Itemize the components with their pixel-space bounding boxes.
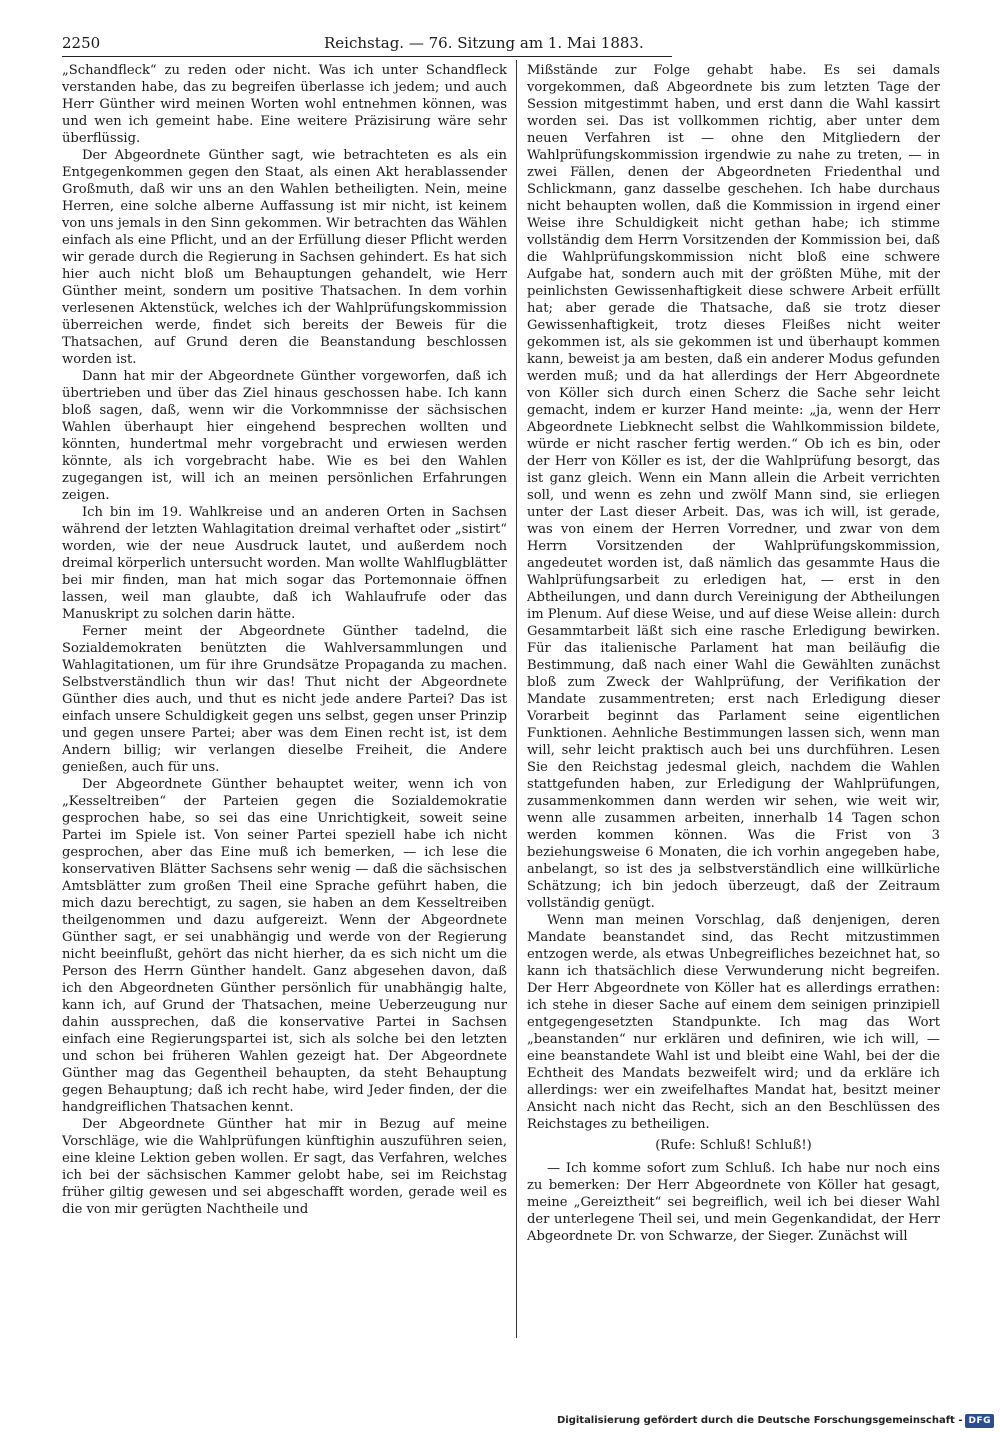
paragraph: Ich bin im 19. Wahlkreise und an anderen Orten in Sachsen während der letzten Wahlagitation dreimal verhaftet oder „sistirt“ worden, wie der neue Ausdruck lautet, und außerdem noch dreimal körperlich untersucht worden. Man wollte Wahlflugblätter bei mir finden, man hat mich sogar das Portemonnaie öffnen lassen, weil man glaubte, daß ich Wahlaufrufe oder das Manuskript zu solchen darin hätte. <box>62 505 507 622</box>
paragraph: Wenn man meinen Vorschlag, daß denjenigen, deren Mandate beanstandet sind, das Recht mitzustimmen entzogen werde, als etwas Unbegreifliches bezeichnet hat, so kann ich thatsächlich diese Verwunderung nicht begreifen. Der Herr Abgeordnete von Köller hat es allerdings errathen: ich stehe in dieser Sache auf einem dem seinigen prinzipiell entgegengesetzten Standpunkte. Ich mag das Wort „beanstanden“ nur erklären und definiren, wie ich will, — eine beanstandete Wahl ist und bleibt eine Wahl, bei der die Echtheit des Mandats bezweifelt wird; und da erkläre ich allerdings: wer ein zweifelhaftes Mandat hat, besitzt meiner Ansicht nach nicht das Recht, sich an den Beschlüssen des Reichstages zu betheiligen. <box>527 913 940 1132</box>
page-number: 2250 <box>62 34 101 52</box>
running-head: Reichstag. — 76. Sitzung am 1. Mai 1883. <box>324 34 644 52</box>
digitization-credit <box>557 1414 994 1428</box>
right-column <box>527 62 940 1342</box>
header-rule <box>62 56 672 57</box>
credit-text: Digitalisierung gefördert durch die Deutsche Forschungsgemeinschaft - <box>556 1415 963 1426</box>
interjection: (Rufe: Schluß! Schluß!) <box>655 1138 812 1153</box>
dfg-logo: DFG <box>965 1414 994 1428</box>
paragraph: — Ich komme sofort zum Schluß. Ich habe nur noch eins zu bemerken: Der Herr Abgeordnete von Köller hat gesagt, meine „Gereiztheit“ sei begreiflich, weil ich bei dieser Wahl der unterlegene Theil sei, und mein Gegenkandidat, der Herr Abgeordnete Dr. von Schwarze, der Sieger. Zunächst will <box>527 1161 940 1244</box>
paragraph: Mißstände zur Folge gehabt habe. Es sei damals vorgekommen, daß Abgeordnete bis zum letzten Tage der Session mitgestimmt haben, und erst dann die Wahl kassirt worden sei. Das ist vollkommen richtig, aber unter dem neuen Verfahren ist — ohne den Mitgliedern der Wahlprüfungskommission irgendwie zu nahe zu treten, — in zwei Fällen, denen der Abgeordneten Friedenthal und Schlickmann, ganz dasselbe geschehen. Ich habe durchaus nicht behaupten wollen, daß die Kommission in irgend einer Weise ihre Schuldigkeit nicht gethan habe; ich stimme vollständig dem Herrn Vorsitzenden der Kommission bei, daß die Wahlprüfungskommission nicht bloß eine schwere Aufgabe hat, sondern auch mit der größten Mühe, mit der peinlichsten Gewissenhaftigkeit diese schwere Arbeit erfüllt hat; aber gerade die Thatsache, daß sie trotz dieser Gewissenhaftigkeit, trotz dieses Fleißes nicht weiter gekommen ist, als sie gekommen ist und überhaupt kommen kann, beweist ja am besten, daß ein anderer Modus gefunden werden muß; und da hat allerdings der Herr Abgeordnete von Köller sich durch einen Scherz die Sache sehr leicht gemacht, indem er kurzer Hand meinte: „ja, wenn der Herr Abgeordnete Liebknecht selbst die Wahlkommission bildete, würde er nicht rascher fertig werden.“ Ob ich es bin, oder der Herr von Köller es ist, der die Wahlprüfung besorgt, das ist ganz gleich. Wenn ein Mann allein die Arbeit verrichten soll, und wenn es zehn und zwölf Mann sind, sie erliegen unter der Last dieser Arbeit. Das, was ich will, ist gerade, was von einem der Herren Vorredner, und zwar von dem Herrn Vorsitzenden der Wahlprüfungskommission, angedeutet worden ist, daß nämlich das gesammte Haus die Wahlprüfungsarbeit zu erledigen hat, — erst in den Abtheilungen, und dann durch Vereinigung der Abtheilungen im Plenum. Auf diese Weise, und auf diese Weise allein: durch Gesammtarbeit läßt sich eine rasche Erledigung bewirken. Für das italienische Parlament hat man beiläufig die Bestimmung, daß nach einer Wahl die Gewählten zunächst bloß zum Zweck der Wahlprüfung, der Verifikation der Mandate zusammentreten; erst nach Erledigung dieser Vorarbeit beginnt das Parlament seine eigentlichen Funktionen. Aehnliche Bestimmungen lassen sich, wenn man will, sehr leicht praktisch auch bei uns durchführen. Lesen Sie den Reichstag jedesmal gleich, nachdem die Wahlen stattgefunden haben, zur Erledigung der Wahlprüfungen, zusammenkommen dann werden wir sehen, wie weit wir, wenn alle zusammen arbeiten, innerhalb 14 Tagen schon werden kommen können. Was die Frist von 3 beziehungsweise 6 Monaten, die ich vorhin angegeben habe, anbelangt, so ist des ja selbstverständlich eine willkürliche Schätzung; ich bin jedoch überzeugt, daß der Zeitraum vollständig genügt. <box>527 63 940 911</box>
paragraph: „Schandfleck“ zu reden oder nicht. Was ich unter Schandfleck verstanden habe, das zu begreifen überlasse ich jedem; und auch Herr Günther wird meinen Worten wohl entnehmen können, was und wen ich gemeint habe. Eine weitere Präzisirung wäre sehr überflüssig. <box>62 63 507 146</box>
column-divider <box>516 60 517 1338</box>
paragraph: Der Abgeordnete Günther sagt, wie betrachteten es als ein Entgegenkommen gegen den Staat, als einen Akt herablassender Großmuth, daß wir uns an den Wahlen betheiligten. Nein, meine Herren, eine solche alberne Auffassung ist mir nicht, ist keinem von uns jemals in den Sinn gekommen. Wir betrachten das Wählen einfach als eine Pflicht, und an der Erfüllung dieser Pflicht werden wir gerade durch die Regierung in Sachsen gehindert. Es hat sich hier auch nicht bloß um Behauptungen gehandelt, wie Herr Günther meint, sondern um positive Thatsachen. In dem vorhin verlesenen Aktenstück, welches ich der Wahlprüfungskommission überreichen werde, findet sich bereits der Beweis für die Thatsachen, auf Grund deren die Beanstandung beschlossen worden ist. <box>62 148 507 367</box>
paragraph: Ferner meint der Abgeordnete Günther tadelnd, die Sozialdemokraten benützten die Wahlversammlungen und Wahlagitationen, um für ihre Grundsätze Propaganda zu machen. Selbstverständlich thun wir das! Thut nicht der Abgeordnete Günther dies auch, und thut es nicht jede andere Partei? Das ist einfach unsere Schuldigkeit gegen uns selbst, gegen unser Prinzip und gegen unsere Partei; aber was dem Einen recht ist, ist dem Andern billig; wir verlangen dieselbe Freiheit, die Andere genießen, auch für uns. <box>62 624 507 775</box>
paragraph: Der Abgeordnete Günther hat mir in Bezug auf meine Vorschläge, wie die Wahlprüfungen künftighin auszuführen seien, eine kleine Lektion geben wollen. Er sagt, das Verfahren, welches ich bei der sächsischen Kammer gelobt habe, sei im Reichstag früher giltig gewesen und sei abgeschafft worden, gerade weil es die von mir gerügten Nachtheile und <box>62 1117 507 1217</box>
page-header <box>62 32 672 54</box>
paragraph: Der Abgeordnete Günther behauptet weiter, wenn ich von „Kesseltreiben“ der Parteien gegen die Sozialdemokratie gesprochen habe, so sei das eine Unrichtigkeit, soweit seine Partei im Spiele ist. Von seiner Partei speziell habe ich nicht gesprochen, aber das Eine muß ich bemerken, — ich lese die konservativen Blätter Sachsens sehr wenig — daß die sächsischen Amtsblätter zum großen Theil eine Sprache geführt haben, die mich dazu berechtigt, zu sagen, sie haben an dem Kesseltreiben theilgenommen und dazu aufgereizt. Wenn der Abgeordnete Günther sagt, er sei unabhängig und werde von der Regierung nicht beeinflußt, gehört das nicht hierher, da es sich nicht um die Person des Herrn Günther handelt. Ganz abgesehen davon, daß ich den Abgeordneten Günther persönlich für unabhängig halte, kann ich, auf Grund der Thatsachen, meine Ueberzeugung nur dahin aussprechen, daß die konservative Partei in Sachsen einfach eine Regierungspartei ist, sich als solche bei den letzten und schon bei früheren Wahlen gezeigt hat. Der Abgeordnete Günther mag das Gegentheil behaupten, da steht Behauptung gegen Behauptung; daß ich recht habe, wird Jeder finden, der die handgreiflichen Thatsachen kennt. <box>62 777 507 1115</box>
left-column <box>62 62 507 1342</box>
paragraph: Dann hat mir der Abgeordnete Günther vorgeworfen, daß ich übertrieben und über das Ziel hinaus geschossen habe. Ich kann bloß sagen, daß, wenn wir die Vorkommnisse der sächsischen Wahlen überhaupt hier eingehend besprechen wollten und könnten, hundertmal mehr vorgebracht und erwiesen werden könnte, als ich vorgebracht habe. Wie es bei den Wahlen zugegangen ist, will ich an meinen persönlichen Erfahrungen zeigen. <box>62 369 507 503</box>
